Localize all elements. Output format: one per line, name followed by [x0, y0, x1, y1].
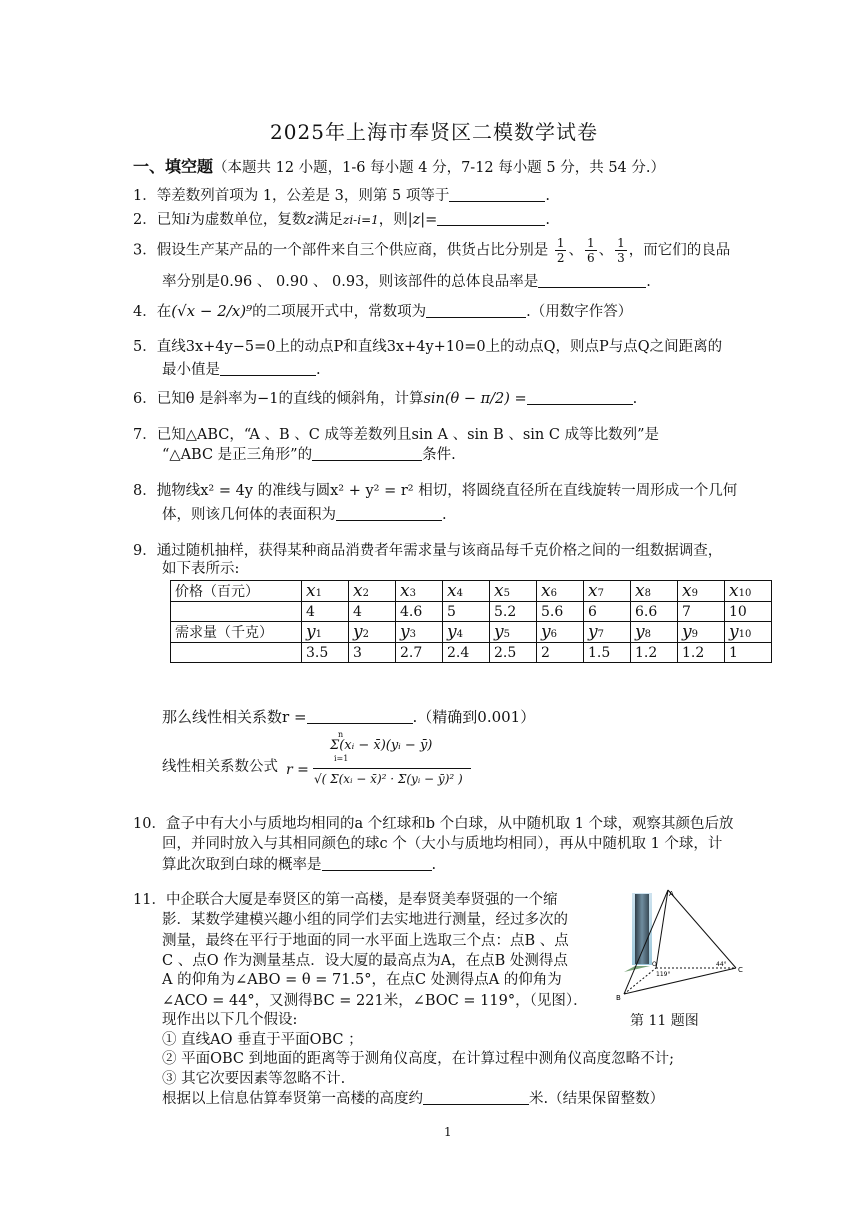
x-sub: 9 [691, 588, 698, 599]
q3-f1-num: 1 [556, 236, 565, 250]
question-3-line-1 [133, 236, 730, 265]
data-table [170, 580, 772, 663]
q2-mid2: 满足 [314, 212, 344, 228]
question-11-line-4: C 、点O 作为测量基点．设大厦的最高点为A，在点B 处测得点 [162, 953, 568, 969]
answer-blank-2[interactable] [437, 211, 545, 226]
q7-line1: 7．已知△ABC，“A 、B 、C 成等差数列且sin A 、sin B 、sin C 成等比数列”是 [133, 427, 659, 443]
y-value: 2 [537, 643, 584, 663]
q2-equation: zi-i=1 [343, 213, 379, 227]
question-11-line-6: ∠ACO = 44°，又测得BC = 221米，∠BOC = 119°，（见图）． [162, 993, 588, 1009]
table-row-demand-vars [171, 622, 772, 643]
x-var-cell: x6 [537, 581, 584, 602]
question-11-line-7: 现作出以下几个假设: [162, 1012, 298, 1028]
q7-end: 条件. [422, 447, 456, 463]
q4-pre: 4．在 [133, 304, 172, 320]
q2-i: i [185, 212, 191, 228]
answer-blank-5[interactable] [220, 361, 316, 376]
answer-blank-11[interactable] [423, 1090, 529, 1105]
x-var-cell: x3 [396, 581, 443, 602]
fraction-1-3 [615, 236, 627, 265]
q2-z: z [306, 212, 315, 228]
question-10-line-2 [162, 834, 722, 854]
section-header [133, 157, 665, 178]
q6-pre: 6．已知θ 是斜率为−1的直线的倾斜角，计算 [133, 391, 424, 407]
x-value: 4.6 [396, 602, 443, 622]
x-var-cell: x7 [584, 581, 631, 602]
y-value: 2.7 [396, 643, 443, 663]
page-number: 1 [444, 1125, 452, 1139]
section-note: （本题共 12 小题，1-6 每小题 4 分，7-12 每小题 5 分，共 54 分.） [213, 160, 665, 176]
x-var-cell: x2 [349, 581, 396, 602]
question-2 [133, 210, 550, 230]
question-11-line-5: A 的仰角为∠ABO = θ = 71.5°，在点C 处测得点A 的仰角为 [162, 972, 562, 988]
x-var-cell: x5 [490, 581, 537, 602]
answer-blank-1[interactable] [449, 187, 545, 202]
y-var-cell: y6 [537, 622, 584, 643]
assumption-2: ② 平面OBC 到地面的距离等于测角仪高度，在计算过程中测角仪高度忽略不计; [162, 1051, 675, 1067]
y-sub: 3 [409, 629, 416, 640]
y-sub: 2 [362, 629, 369, 640]
q3-end: . [646, 274, 651, 290]
y-var-cell: y1 [302, 622, 349, 643]
y-value: 1.5 [584, 643, 631, 663]
question-10-line-3 [162, 855, 436, 875]
x-var-cell: x1 [302, 581, 349, 602]
q7-line2: “△ABC 是正三角形”的 [162, 447, 313, 463]
q2-mid: 为虚数单位，复数 [190, 212, 307, 228]
q2-abs: |z|= [407, 212, 438, 228]
y-value: 3.5 [302, 643, 349, 663]
price-label: 价格（百元） [171, 581, 302, 602]
y-value: 2.5 [490, 643, 537, 663]
question-5-line-1 [133, 337, 722, 357]
q3-f1-den: 2 [556, 251, 565, 265]
q4-mid: 的二项展开式中，常数项为 [252, 304, 427, 320]
q3-tail: ，而它们的良品 [628, 242, 731, 259]
x-value: 4 [302, 602, 349, 622]
empty-cell [171, 643, 302, 663]
x-value: 5 [443, 602, 490, 622]
question-5-line-2 [162, 360, 321, 380]
q3-sep2: 、 [598, 242, 614, 259]
q10-line1: 10．盒子中有大小与质地均相同的a 个红球和b 个白球，从中随机取 1 个球，观察其颜色后放 [133, 816, 734, 832]
label-b: B [616, 994, 621, 1002]
y-value: 1 [725, 643, 772, 663]
x-sub: 1 [315, 588, 322, 599]
question-11-line-3: 测量，最终在平行于地面的同一水平面上选取三个点：点B 、点 [162, 933, 569, 949]
y-var-cell: y10 [725, 622, 772, 643]
question-11-line-2: 影．某数学建模兴趣小组的同学们去实地进行测量，经过多次的 [162, 912, 568, 928]
q2-mid3: ，则 [378, 212, 408, 228]
q10-line3: 算此次取到白球的概率是 [162, 857, 322, 873]
demand-label: 需求量（千克） [171, 622, 302, 643]
question-8-line-2 [162, 505, 447, 525]
q2-pre: 2．已知 [133, 212, 186, 228]
q5-end: . [316, 362, 321, 378]
q1-text: 1．等差数列首项为 1，公差是 3，则第 5 项等于 [133, 188, 450, 204]
answer-blank-4[interactable] [426, 303, 526, 318]
table-row-demand-values [171, 643, 772, 663]
y-sub: 5 [503, 629, 510, 640]
q1-end: . [545, 188, 550, 204]
question-9-line-1 [133, 541, 722, 561]
edge-ao [656, 890, 668, 968]
question-8-line-1 [133, 481, 737, 501]
q3-f3-den: 3 [617, 251, 625, 265]
label-angle-boc: 119° [656, 971, 671, 978]
q9-ask-end: .（精确到0.001） [412, 708, 536, 726]
q5-line1: 5．直线3x+4y−5=0上的动点P和直线3x+4y+10=0上的动点Q，则点P与点Q之间距离的 [133, 339, 723, 355]
x-var-cell: x9 [678, 581, 725, 602]
x-sub: 6 [550, 588, 557, 599]
question-3-line-2 [162, 272, 651, 292]
q3-sep1: 、 [568, 242, 583, 259]
question-7-line-1 [133, 425, 659, 445]
edge-bc [624, 968, 736, 994]
x-sub: 10 [738, 588, 752, 599]
question-11-final [162, 1089, 664, 1109]
label-angle-c: 44° [716, 961, 727, 968]
q11-final-text: 根据以上信息估算奉贤第一高楼的高度约 [162, 1091, 423, 1107]
x-sub: 5 [503, 588, 510, 599]
fraction-1-6 [585, 236, 597, 265]
q4-expression: (√x − 2/x)⁹ [171, 302, 253, 320]
x-value: 6 [584, 602, 631, 622]
y-var-cell: y5 [490, 622, 537, 643]
y-value: 2.4 [443, 643, 490, 663]
q9-ask-text: 那么线性相关系数r = [162, 708, 307, 726]
empty-cell [171, 602, 302, 622]
q3-line2: 率分别是0.96 、 0.90 、 0.93，则该部件的总体良品率是 [162, 274, 539, 290]
q11-final-end: 米.（结果保留整数） [529, 1091, 665, 1107]
y-sub: 9 [691, 629, 698, 640]
y-var-cell: y2 [349, 622, 396, 643]
table-row-price-values [171, 602, 772, 622]
fraction-bar [313, 768, 471, 769]
assumption-1: ① 直线AO 垂直于平面OBC ； [162, 1032, 363, 1048]
q3-f3-num: 1 [617, 236, 625, 250]
y-sub: 7 [597, 629, 604, 640]
x-sub: 8 [644, 588, 651, 599]
question-6 [133, 389, 637, 409]
x-value: 5.2 [490, 602, 537, 622]
x-sub: 4 [456, 588, 463, 599]
y-var-cell: y8 [631, 622, 678, 643]
y-value: 1.2 [678, 643, 725, 663]
x-value: 7 [678, 602, 725, 622]
question-7-line-2 [162, 445, 456, 465]
y-var-cell: y9 [678, 622, 725, 643]
y-sub: 8 [644, 629, 651, 640]
ground-patch [624, 966, 650, 972]
y-sub: 4 [456, 629, 463, 640]
table-row-price-vars [171, 581, 772, 602]
x-sub: 3 [409, 588, 416, 599]
q8-end: . [442, 507, 447, 523]
formula-denominator: √( Σ(xᵢ − x̄)² · Σ(yᵢ − ȳ)² ) [314, 772, 463, 786]
answer-blank-10[interactable] [322, 856, 432, 871]
x-var-cell: x4 [443, 581, 490, 602]
x-sub: 7 [597, 588, 604, 599]
answer-blank-8[interactable] [336, 506, 442, 521]
x-value: 4 [349, 602, 396, 622]
assumption-3: ③ 其它次要因素等忽略不计. [162, 1071, 346, 1087]
q2-end: . [545, 212, 550, 228]
formula-lhs: r = [286, 762, 309, 778]
answer-blank-3[interactable] [538, 273, 646, 288]
answer-blank-7[interactable] [312, 446, 422, 461]
y-var-cell: y4 [443, 622, 490, 643]
x-sub: 2 [362, 588, 369, 599]
question-10-line-1 [133, 814, 734, 834]
x-var-cell: x10 [725, 581, 772, 602]
formula-label: 线性相关系数公式 [162, 759, 278, 775]
y-value: 3 [349, 643, 396, 663]
q10-end: . [431, 857, 437, 873]
building-figure [612, 888, 770, 1006]
page-title: 2025年上海市奉贤区二模数学试卷 [270, 120, 598, 144]
question-9-line-2 [162, 559, 239, 579]
answer-blank-9[interactable] [307, 709, 413, 724]
x-value: 10 [725, 602, 772, 622]
q3-f2-den: 6 [586, 251, 595, 265]
y-value: 1.2 [631, 643, 678, 663]
label-a: A [669, 890, 674, 898]
q10-line2: 回，并同时放入与其相同颜色的球c 个（大小与质地均相同），再从中随机取 1 个球，计 [162, 836, 723, 852]
y-var-cell: y7 [584, 622, 631, 643]
x-value: 5.6 [537, 602, 584, 622]
answer-blank-6[interactable] [527, 390, 633, 405]
label-c: C [738, 966, 743, 974]
sum-top: n [338, 730, 344, 739]
y-var-cell: y3 [396, 622, 443, 643]
q8-line2: 体，则该几何体的表面积为 [162, 507, 336, 523]
q5-line2: 最小值是 [162, 362, 220, 378]
question-11-line-1: 11．中企联合大厦是奉贤区的第一高楼，是奉贤美奉贤强的一个缩 [133, 892, 558, 908]
q9-line2: 如下表所示: [162, 561, 240, 577]
q6-expression: sin(θ − π/2) = [423, 391, 527, 407]
building-image [635, 894, 649, 964]
q8-line1: 8．抛物线x² = 4y 的准线与圆x² + y² = r² 相切，将圆绕直径所在直线旋转一周形成一个几何 [133, 483, 738, 499]
sum-bot: i=1 [334, 754, 349, 763]
edge-ac [668, 890, 736, 968]
q9-line1: 9．通过随机抽样，获得某种商品消费者年需求量与该商品每千克价格之间的一组数据调查， [133, 543, 723, 559]
label-o: O [652, 961, 657, 968]
figure-caption: 第 11 题图 [630, 1013, 699, 1029]
y-sub: 6 [550, 629, 557, 640]
question-1 [133, 186, 550, 206]
section-heading: 一、填空题 [133, 157, 214, 176]
q6-end: . [632, 391, 638, 407]
x-value: 6.6 [631, 602, 678, 622]
q4-end: .（用数字作答） [526, 304, 633, 320]
numerator-text: Σ(xᵢ − x̄)(yᵢ − ȳ) [330, 738, 433, 753]
y-sub: 10 [738, 629, 752, 640]
x-var-cell: x8 [631, 581, 678, 602]
q3-f2-num: 1 [586, 236, 595, 250]
question-4 [133, 301, 632, 322]
q9-ask [162, 707, 535, 727]
fraction-1-2 [555, 236, 567, 265]
y-sub: 1 [315, 629, 322, 640]
q3-line1: 3．假设生产某产品的一个部件来自三个供应商，供货占比分别是 [133, 242, 549, 259]
